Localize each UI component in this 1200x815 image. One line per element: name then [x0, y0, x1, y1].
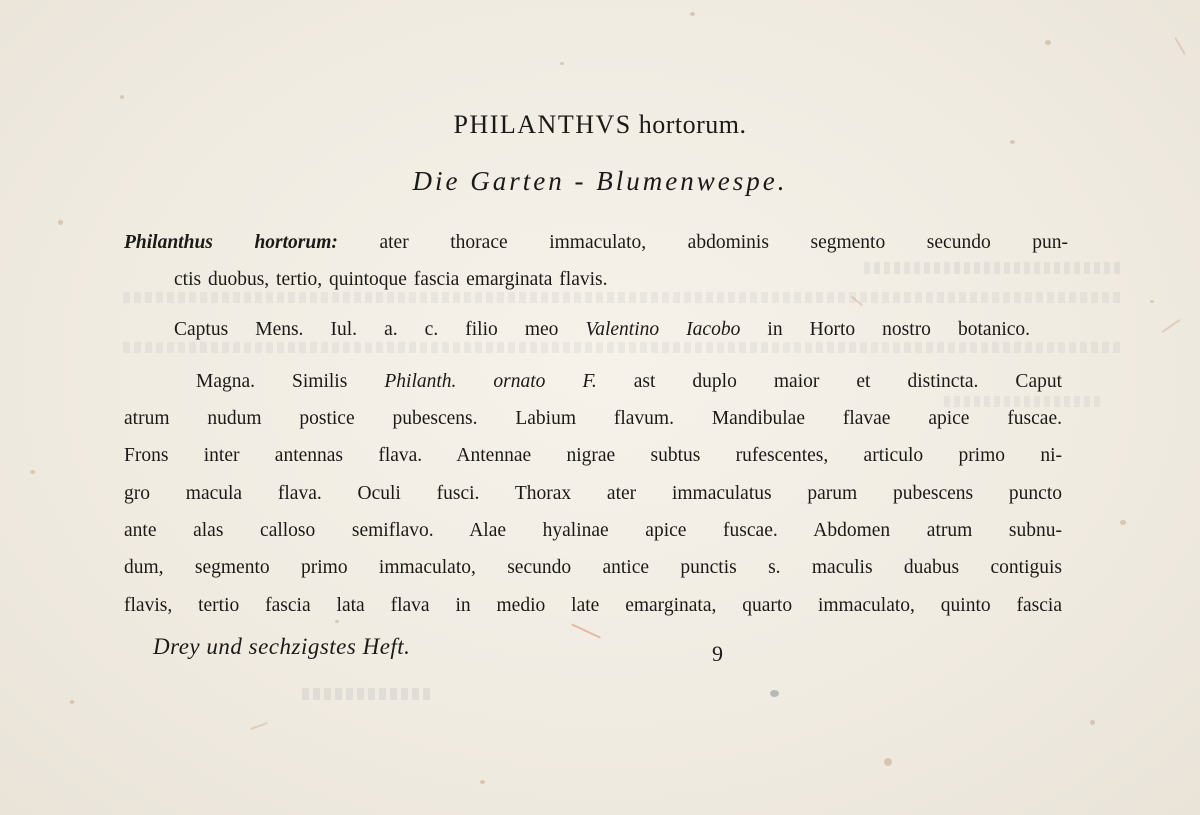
paper-fiber	[250, 722, 268, 730]
description-line-6: dum, segmento primo immaculato, secundo antice punctis s. maculis duabus contiguis	[124, 557, 1062, 578]
page-title	[0, 110, 1200, 140]
bleed-through-line	[120, 292, 1120, 303]
paper-fiber	[1161, 319, 1180, 333]
paper-speck	[1150, 300, 1154, 303]
description-text-post: ast duplo maior et distincta. Caput	[633, 371, 1063, 392]
paper-fiber	[571, 623, 601, 638]
title-species: hortorum.	[638, 110, 747, 139]
paper-speck	[120, 95, 124, 99]
description-line-1	[196, 372, 1062, 392]
reference-species-name: Philanth. ornato F.	[384, 371, 597, 392]
description-text-pre: Magna. Similis	[196, 371, 348, 392]
description-line-5: ante alas calloso semiflavo. Alae hyalinae apice fuscae. Abdomen atrum subnu-	[124, 520, 1062, 541]
paper-fiber	[1174, 37, 1186, 55]
page-number: 9	[712, 641, 723, 666]
paper-speck	[690, 12, 695, 16]
capture-text-post: in Horto nostro botanico.	[767, 319, 1031, 340]
diagnosis-species-name: Philanthus hortorum:	[124, 232, 338, 253]
capture-text-pre: Captus Mens. Iul. a. c. filio meo	[174, 319, 559, 340]
bleed-through-line	[860, 262, 1120, 274]
bleed-through-line	[120, 342, 1120, 353]
diagnosis-text: ater thorace immaculato, abdominis segmento secundo pun-	[379, 232, 1068, 253]
description-line-3: Frons inter antennas flava. Antennae nigrae subtus rufescentes, articulo primo ni-	[124, 445, 1062, 466]
collector-name: Valentino Iacobo	[585, 319, 741, 340]
title-genus: PHILANTHVS	[453, 110, 632, 139]
paper-speck	[884, 758, 892, 766]
paper-speck	[1010, 140, 1015, 144]
bleed-through-line	[300, 688, 430, 700]
page-subtitle: Die Garten - Blumenwespe.	[412, 166, 788, 196]
paper-speck	[1090, 720, 1095, 725]
paper-speck	[335, 620, 339, 623]
paper-speck	[480, 780, 485, 784]
paper-speck	[70, 700, 74, 704]
paper-speck	[770, 690, 779, 697]
description-line-4: gro macula flava. Oculi fusci. Thorax ater immaculatus parum pubescens puncto	[124, 483, 1062, 504]
diagnosis-line-2: ctis duobus, tertio, quintoque fascia emarginata flavis.	[174, 269, 608, 290]
signature-line: Drey und sechzigstes Heft.	[153, 634, 411, 659]
paper-speck	[30, 470, 35, 474]
description-line-7: flavis, tertio fascia lata flava in medio late emarginata, quarto immaculato, quinto fascia	[124, 595, 1062, 616]
paper-speck	[58, 220, 63, 225]
paper-speck	[1045, 40, 1051, 45]
paper-speck	[1120, 520, 1126, 525]
bleed-through-line	[940, 396, 1100, 407]
description-line-2: atrum nudum postice pubescens. Labium flavum. Mandibulae flavae apice fuscae.	[124, 408, 1062, 429]
paper-speck	[560, 62, 564, 65]
capture-line	[174, 320, 1030, 340]
diagnosis-line-1	[124, 233, 1068, 253]
